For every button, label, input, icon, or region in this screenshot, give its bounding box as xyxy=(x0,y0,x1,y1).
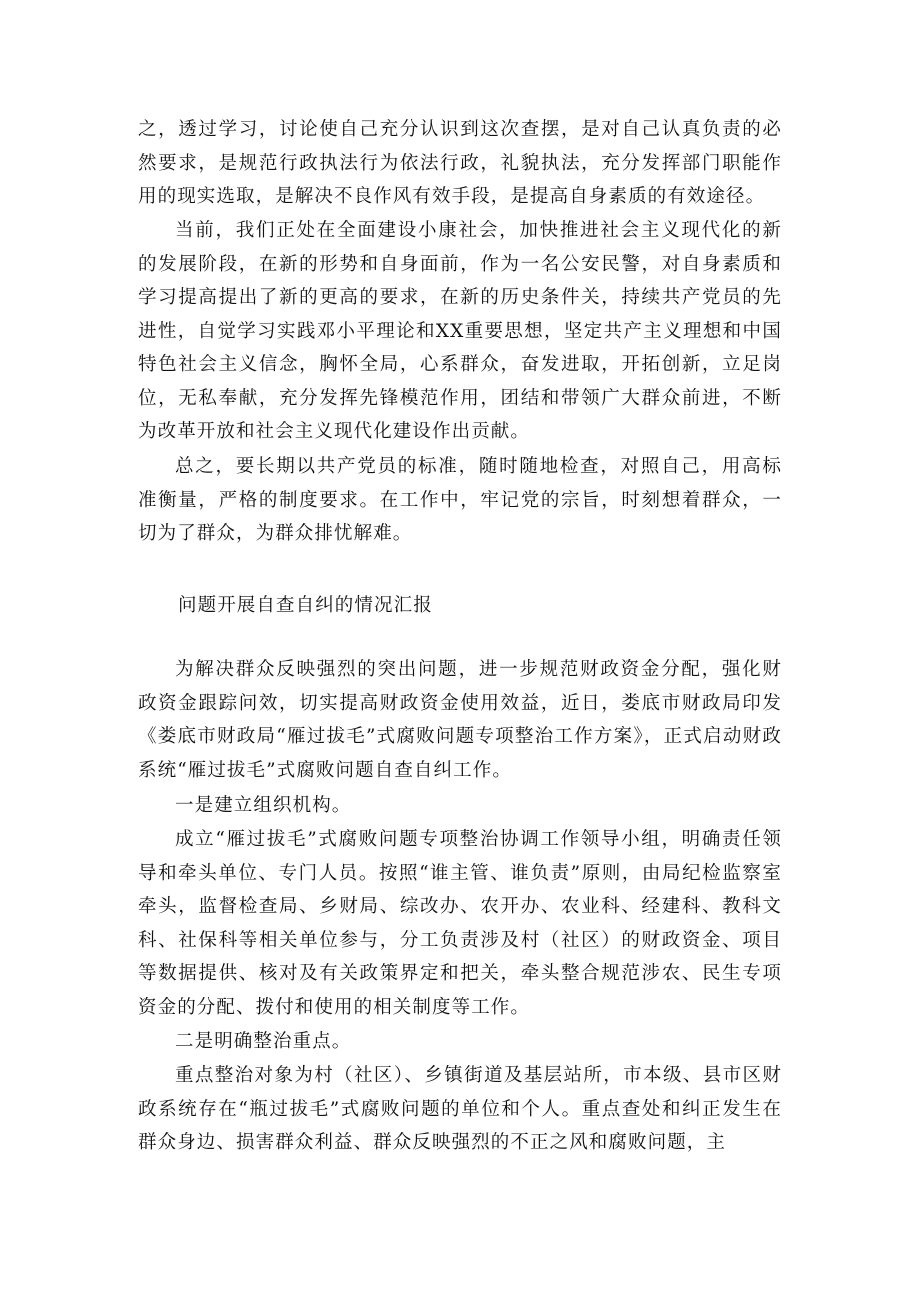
section-heading: 问题开展自查自纠的情况汇报 xyxy=(178,595,433,616)
paragraph-focus: 重点整治对象为村（社区）、乡镇街道及基层站所，市本级、县市区财政系统存在“瓶过拔毛”式腐败问题的单位和个人。重点查处和纠正发生在群众身边、损害群众利益、群众反映强烈的不正之风和腐败问题，主 xyxy=(138,1065,782,1153)
paragraph-introduction: 为解决群众反映强烈的突出问题，进一步规范财政资金分配，强化财政资金跟踪问效，切实提高财政资金使用效益，近日，娄底市财政局印发《娄底市财政局“雁过拔毛”式腐败问题专项整治工作方案》，正式启动财政系统“雁过拔毛”式腐败问题自查自纠工作。 xyxy=(138,659,782,781)
subheading-organization: 一是建立组织机构。 xyxy=(175,795,352,816)
paragraph-organization: 成立“雁过拔毛”式腐败问题专项整治协调工作领导小组，明确责任领导和牵头单位、专门人员。按照“谁主管、谁负责”原则，由局纪检监察室牵头，监督检查局、乡财局、综改办、农开办、农业科、经建科、教科文科、社保科等相关单位参与，分工负责涉及村（社区）的财政资金、项目等数据提供、核对及有关政策界定和把关，牵头整合规范涉农、民生专项资金的分配、拨付和使用的相关制度等工作。 xyxy=(138,829,782,1018)
paragraph-summary: 总之，要长期以共产党员的标准，随时随地检查，对照自己，用高标准衡量，严格的制度要求。在工作中，牢记党的宗旨，时刻想着群众，一切为了群众，为群众排忧解难。 xyxy=(138,456,782,544)
paragraph-current-stage: 当前，我们正处在全面建设小康社会，加快推进社会主义现代化的新的发展阶段，在新的形势和自身面前，作为一名公安民警，对自身素质和学习提高提出了新的更高的要求，在新的历史条件关，持续共产党员的先进性，自觉学习实践邓小平理论和XX重要思想，坚定共产主义理想和中国特色社会主义信念，胸怀全局，心系群众，奋发进取，开拓创新，立足岗位，无私奉献，充分发挥先锋模范作用，团结和带领广大群众前进，不断为改革开放和社会主义现代化建设作出贡献。 xyxy=(138,220,782,442)
paragraph-continuation: 之，透过学习，讨论使自己充分认识到这次查摆，是对自己认真负责的必然要求，是规范行政执法行为依法行政，礼貌执法，充分发挥部门职能作用的现实选取，是解决不良作风有效手段，是提高自身素质的有效途径。 xyxy=(138,119,782,207)
subheading-focus: 二是明确整治重点。 xyxy=(175,1031,352,1052)
